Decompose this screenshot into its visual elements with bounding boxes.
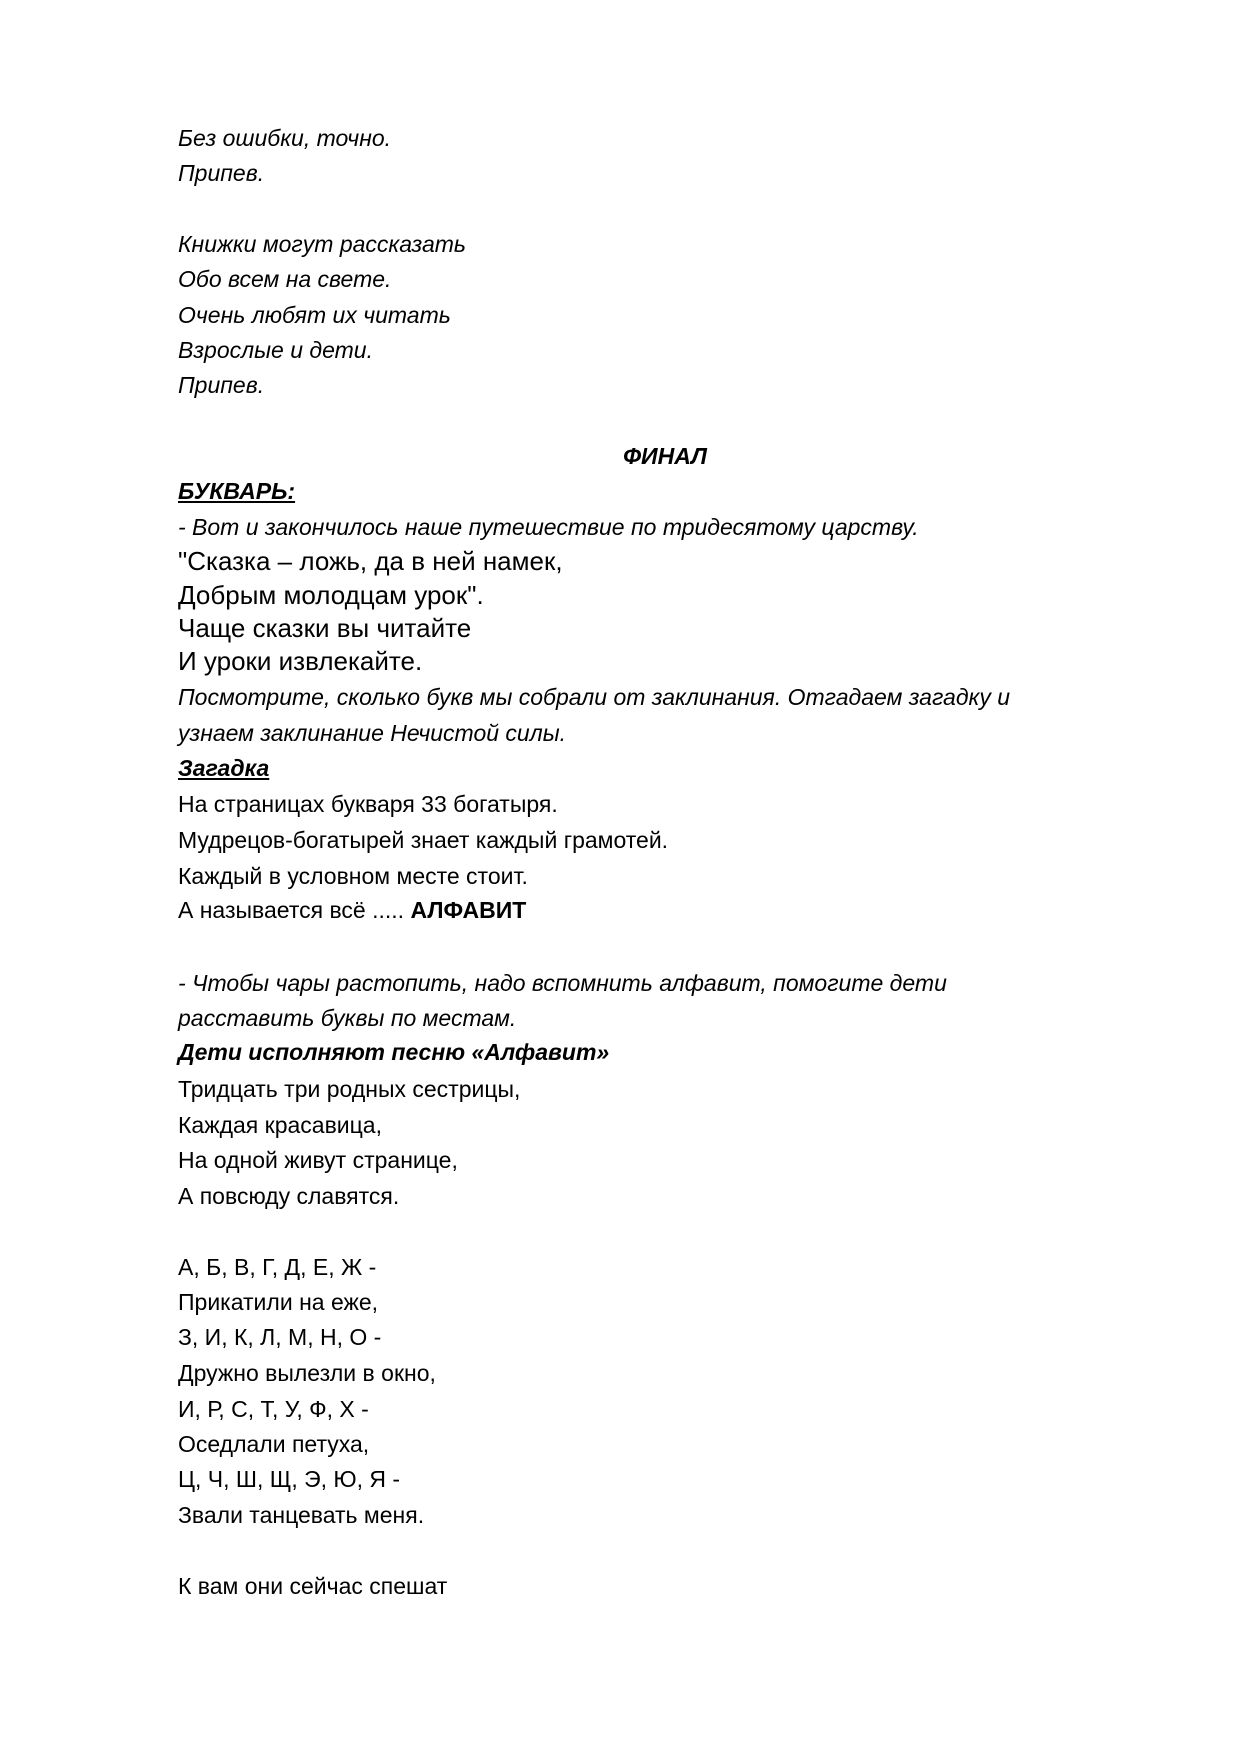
speaker-name: БУКВАРЬ: (178, 478, 296, 504)
verse-line: Без ошибки, точно. (178, 125, 392, 151)
song-line: К вам они сейчас спешат (178, 1573, 448, 1599)
song-line: Звали танцевать меня. (178, 1502, 425, 1528)
riddle-line: Каждый в условном месте стоит. (178, 863, 528, 889)
speech-line: узнаем заклинание Нечистой силы. (178, 720, 567, 746)
riddle-last-text: А называется всё ..... (178, 897, 411, 923)
speech-line: - Чтобы чары растопить, надо вспомнить алфавит, помогите дети (178, 970, 947, 996)
song-line: Прикатили на еже, (178, 1289, 379, 1315)
verse-line: Взрослые и дети. (178, 337, 373, 363)
song-line: Каждая красавица, (178, 1112, 382, 1138)
speech-line: - Вот и закончилось наше путешествие по тридесятому царству. (178, 514, 919, 540)
song-intro: Дети исполняют песню «Алфавит» (178, 1039, 610, 1065)
speech-line: расставить буквы по местам. (178, 1005, 517, 1031)
riddle-title: Загадка (178, 755, 270, 781)
riddle-line: Мудрецов-богатырей знает каждый грамотей. (178, 827, 669, 853)
section-title: ФИНАЛ (623, 443, 707, 469)
song-line: Тридцать три родных сестрицы, (178, 1076, 521, 1102)
song-line: А повсюду славятся. (178, 1183, 400, 1209)
proverb-line: "Сказка – ложь, да в ней намек, (178, 546, 563, 576)
verse-line: Припев. (178, 372, 265, 398)
song-line: А, Б, В, Г, Д, Е, Ж - (178, 1254, 377, 1280)
verse-line: Припев. (178, 160, 265, 186)
song-line: Оседлали петуха, (178, 1431, 370, 1457)
proverb-line: И уроки извлекайте. (178, 646, 423, 676)
riddle-line: На страницах букваря 33 богатыря. (178, 791, 558, 817)
verse-line: Обо всем на свете. (178, 266, 392, 292)
song-line: З, И, К, Л, М, Н, О - (178, 1324, 382, 1350)
song-line: Дружно вылезли в окно, (178, 1360, 436, 1386)
verse-line: Очень любят их читать (178, 302, 451, 328)
song-line: Ц, Ч, Ш, Щ, Э, Ю, Я - (178, 1466, 401, 1492)
speech-line: Посмотрите, сколько букв мы собрали от заклинания. Отгадаем загадку и (178, 684, 1011, 710)
proverb-line: Добрым молодцам урок". (178, 580, 484, 610)
riddle-answer: АЛФАВИТ (410, 897, 527, 923)
proverb-line: Чаще сказки вы читайте (178, 613, 472, 643)
song-line: И, Р, С, Т, У, Ф, Х - (178, 1396, 369, 1422)
song-line: На одной живут странице, (178, 1147, 458, 1173)
verse-line: Книжки могут рассказать (178, 231, 467, 257)
riddle-line (178, 896, 526, 924)
